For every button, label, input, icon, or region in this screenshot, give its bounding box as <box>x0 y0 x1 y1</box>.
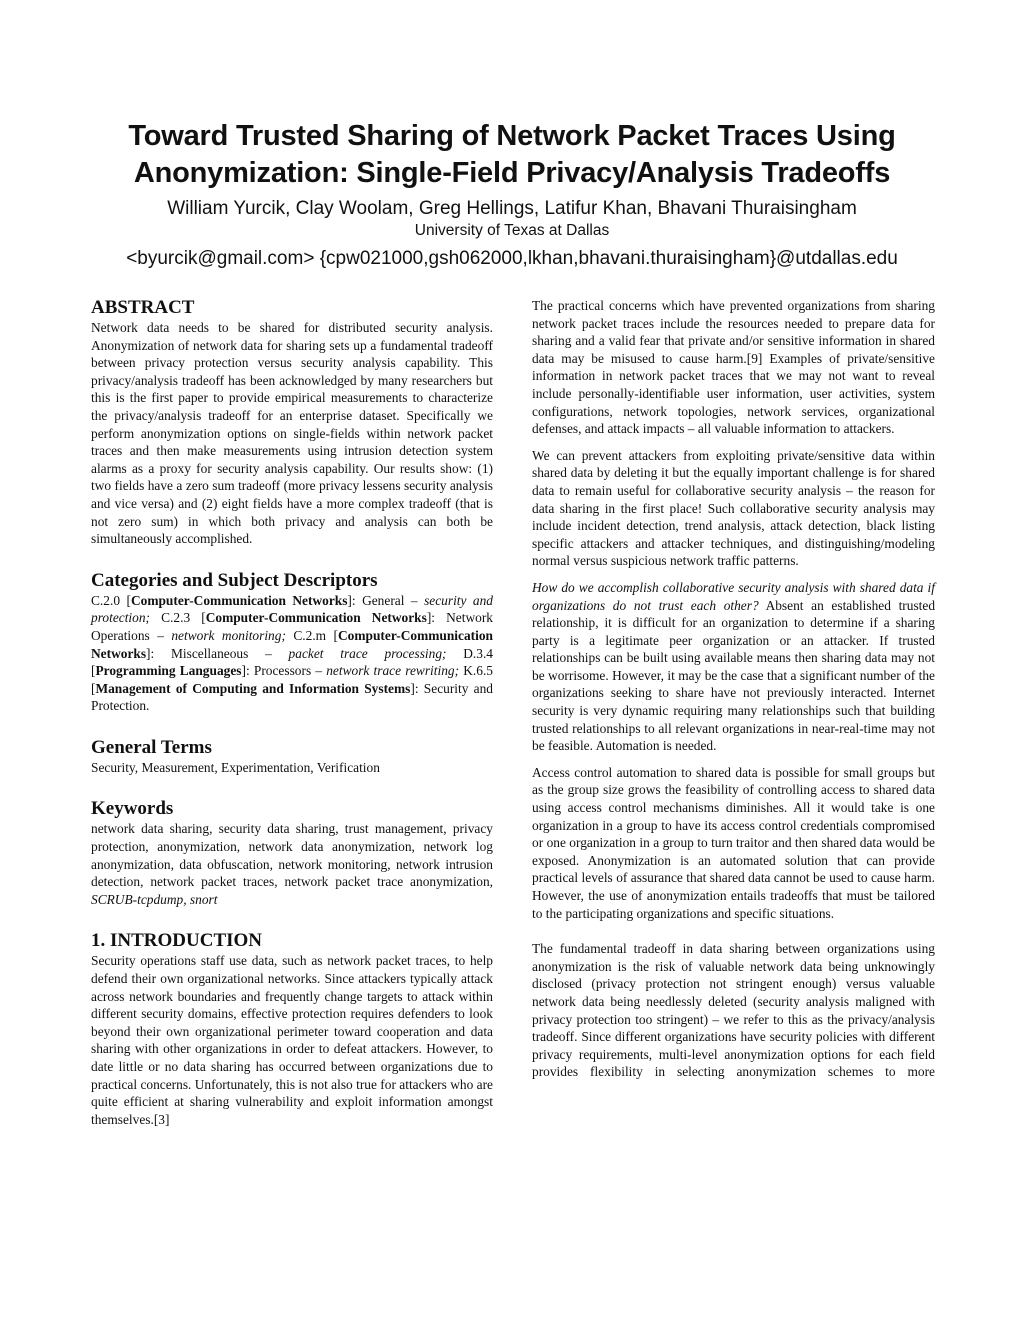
categories-text: C.2.0 [Computer-Communication Networks]: General – security and protection; C.2.3 [Computer-Communication Networks]: Network Operations – network monitoring; C.2.m [Computer-Communication Networks]: Miscellaneous – packet trace processing; D.3.4 [Programming Languages]: Processors – network trace rewriting; K.6.5 [Management of Computing and Information Systems]: Security and Protection. <box>91 592 494 714</box>
author-emails: <byurcik@gmail.com> {cpw021000,gsh062000,lkhan,bhavani.thuraisingham}@utdallas.edu <box>126 248 898 269</box>
paper-title-line-2: Anonymization: Single-Field Privacy/Analysis Tradeoffs <box>133 157 891 189</box>
introduction-paragraph-2: The practical concerns which have prevented organizations from sharing network packet traces include the resources needed to prepare data for sharing and a valid fear that private and/or sensitive information in shared data may be misused to cause harm.[9] Examples of private/sensitive information in network packet traces that we may not want to reveal include personally-identifiable user information, user activities, system configurations, network topologies, network services, organizational defenses, and attack impacts – all valuable information to attackers. <box>532 298 935 437</box>
introduction-heading: 1. INTRODUCTION <box>91 930 263 952</box>
affiliation: University of Texas at Dallas <box>414 222 610 239</box>
introduction-paragraph-6: The fundamental tradeoff in data sharing between organizations using anonymization is the risk of valuable network data being unknowingly disclosed (privacy protection not stringent enough) versus valuable network data being needlessly deleted (security analysis maligned with privacy protection too stringent) – we refer to this as the privacy/analysis tradeoff. Since different organizations have security policies with different privacy requirements, multi-level anonymization options for each field provides flexibility in selecting anonymization schemes to more <box>532 941 935 1080</box>
author-list: William Yurcik, Clay Woolam, Greg Hellings, Latifur Khan, Bhavani Thuraisingham <box>167 198 857 219</box>
right-column <box>532 297 935 1081</box>
general-terms-section <box>91 737 493 777</box>
abstract-text: Network data needs to be shared for distributed security analysis. Anonymization of network data for sharing sets up a fundamental tradeoff between privacy protection versus security analysis capability. This privacy/analysis tradeoff has been acknowledged by many researchers but this is the first paper to provide empirical measurements to characterize the privacy/analysis tradeoff for an enterprise dataset. Specifically we perform anonymization options on single-fields within network packet traces and then make measurements using intrusion detection system alarms as a proxy for security analysis capability. Our results show: (1) two fields have a zero sum tradeoff (more privacy lessens security analysis and vice versa) and (2) eight fields have a more complex tradeoff (that is not zero sum) in which both privacy and analysis can both be simultaneously accomplished. <box>91 320 493 547</box>
categories-section <box>91 570 493 715</box>
paper-title-line-1: Toward Trusted Sharing of Network Packet Traces Using <box>128 120 896 152</box>
introduction-paragraph-4: How do we accomplish collaborative security analysis with shared data if organizations do not trust each other? Absent an established trusted relationship, it is difficult for an organization to determine if a sharing party is a legitimate peer organization or an attacker. If trusted relationships can be built using available means then sharing data may not be worrisome. However, it may be the case that a significant number of the organizations seeking to share have not previously interacted. Internet security is very dynamic requiring many relationships such that building trusted relationships to all relevant organizations in near-real-time may not be feasible. Automation is needed. <box>532 579 936 754</box>
left-column <box>91 297 493 1145</box>
categories-heading: Categories and Subject Descriptors <box>91 569 378 591</box>
paper-header <box>0 118 1024 271</box>
keywords-text: network data sharing, security data sharing, trust management, privacy protection, anonymization, network data anonymization, network log anonymization, data obfuscation, network monitoring, network intrusion detection, network packet traces, network packet trace anonymization, SCRUB-tcpdump, snort <box>91 821 493 907</box>
introduction-paragraph-1: Security operations staff use data, such as network packet traces, to help defend their own organizational networks. Since attackers typically attack across network boundaries and frequently change targets to attack within different security domains, effective protection requires defenders to look beyond their own organizational perimeter toward cooperation and data sharing with other organizations in order to defeat attackers. However, to date little or no data sharing has occurred between organizations due to practical concerns. Unfortunately, this is not also true for attackers who are quite efficient at sharing vulnerability and exploit information amongst themselves.[3] <box>91 953 493 1127</box>
general-terms-heading: General Terms <box>91 736 212 758</box>
keywords-heading: Keywords <box>91 798 174 820</box>
general-terms-text: Security, Measurement, Experimentation, Verification <box>91 759 380 775</box>
keywords-section <box>91 798 493 908</box>
introduction-paragraph-3: We can prevent attackers from exploiting private/sensitive data within shared data by deleting it but the equally important challenge is for shared data to remain useful for collaborative security analysis – the reason for data sharing in the first place! Such collaborative security analysis may include incident detection, trend analysis, attack detection, black listing specific attackers and attacker techniques, and distinguishing/modeling normal versus suspicious network traffic patterns. <box>532 447 935 569</box>
abstract-heading: ABSTRACT <box>91 297 195 318</box>
introduction-paragraph-5: Access control automation to shared data is possible for small groups but as the group size grows the feasibility of controlling access to shared data using access control mechanisms diminishes. All it would take is one organization in a group to have its access control credentials compromised or one organization in a group to turn traitor and then shared data would be exposed. Anonymization is an automated solution that can provide practical levels of assurance that shared data cannot be used to cause harm. However, the use of anonymization entails tradeoffs that must be tailored to the participating organizations and specific situations. <box>532 764 935 921</box>
abstract-section <box>91 297 493 548</box>
introduction-section <box>91 930 493 1128</box>
paper-title <box>0 118 1024 192</box>
